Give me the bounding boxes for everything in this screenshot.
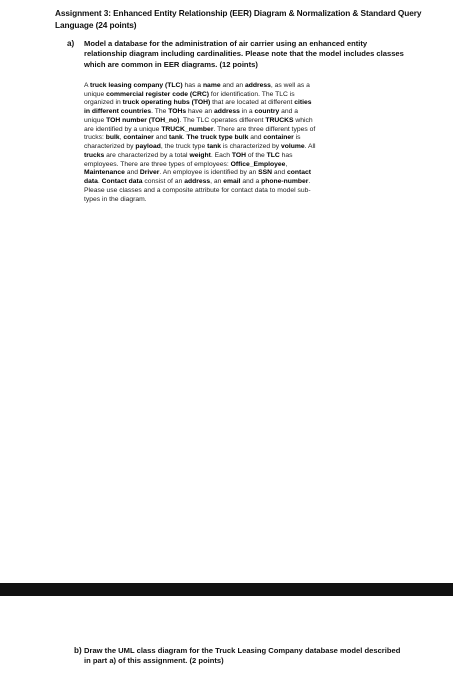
emphasized-term: address bbox=[184, 178, 211, 186]
description-text: has bbox=[279, 151, 293, 159]
emphasized-term: TRUCK_number bbox=[161, 125, 214, 133]
document-page-2 bbox=[0, 596, 453, 700]
emphasized-term: phone-number bbox=[261, 178, 309, 186]
question-a-description bbox=[84, 82, 404, 204]
emphasized-term: Office_Employee bbox=[230, 160, 286, 168]
description-text: characterized by bbox=[84, 143, 136, 151]
description-text: . There are three different types of bbox=[213, 125, 316, 133]
emphasized-term: tank bbox=[207, 143, 221, 151]
description-text: that are located at different bbox=[210, 99, 295, 107]
description-text: , bbox=[285, 160, 288, 168]
description-line bbox=[84, 99, 404, 108]
description-text: types in the diagram. bbox=[84, 195, 147, 203]
emphasized-term: in different countries bbox=[84, 108, 152, 116]
emphasized-term: The truck type bulk bbox=[186, 134, 249, 142]
description-text: . The bbox=[151, 108, 169, 116]
emphasized-term: trucks bbox=[84, 151, 105, 159]
emphasized-term: bulk bbox=[105, 134, 120, 142]
description-line bbox=[84, 91, 404, 100]
description-text: , bbox=[119, 134, 124, 142]
description-line bbox=[84, 152, 404, 161]
description-line bbox=[84, 134, 404, 143]
question-b-marker: b) bbox=[74, 646, 82, 655]
emphasized-term: TOH number (TOH_no) bbox=[106, 116, 180, 124]
description-text: trucks: bbox=[84, 134, 106, 142]
emphasized-term: commercial register code (CRC) bbox=[106, 90, 209, 98]
description-text: and bbox=[272, 169, 288, 177]
emphasized-term: Maintenance bbox=[84, 169, 125, 177]
description-line bbox=[84, 161, 404, 170]
description-text: A bbox=[84, 82, 91, 89]
description-text: , an bbox=[210, 178, 224, 186]
description-text: is characterized by bbox=[220, 143, 281, 151]
description-text: has a bbox=[182, 82, 203, 89]
description-text: . The TLC operates different bbox=[179, 116, 266, 124]
emphasized-term: Driver bbox=[139, 169, 160, 177]
question-b-prompt: Draw the UML class diagram for the Truck Leasing Company database model described in part a) of this assignment. (2 points) bbox=[84, 646, 401, 666]
description-text: . bbox=[97, 178, 102, 186]
emphasized-term: volume bbox=[281, 143, 305, 151]
emphasized-term: data bbox=[84, 178, 98, 186]
description-text: in a bbox=[239, 108, 255, 116]
emphasized-term: weight bbox=[189, 151, 211, 159]
description-line bbox=[84, 169, 404, 178]
description-text: and bbox=[153, 134, 169, 142]
description-line bbox=[84, 178, 404, 187]
description-text: and an bbox=[220, 82, 245, 89]
page-separator bbox=[0, 583, 453, 596]
description-text: organized in bbox=[84, 99, 123, 107]
emphasized-term: contact bbox=[287, 169, 312, 177]
description-line bbox=[84, 126, 404, 135]
emphasized-term: Contact data bbox=[101, 178, 143, 186]
description-line bbox=[84, 117, 404, 126]
description-text: . All bbox=[304, 143, 316, 151]
emphasized-term: container bbox=[123, 134, 154, 142]
description-text: , the truck type bbox=[160, 143, 208, 151]
description-text: . Each bbox=[210, 151, 232, 159]
description-text: is bbox=[293, 134, 301, 142]
emphasized-term: country bbox=[254, 108, 280, 116]
description-text: unique bbox=[84, 90, 107, 98]
description-line bbox=[84, 108, 404, 117]
emphasized-term: SSN bbox=[258, 169, 272, 177]
emphasized-term: container bbox=[263, 134, 294, 142]
description-text: are characterized by a total bbox=[104, 151, 190, 159]
emphasized-term: cities bbox=[294, 99, 312, 107]
assignment-title: Assignment 3: Enhanced Entity Relationship (EER) Diagram & Normalization & Standard Query Language (24 points) bbox=[55, 8, 422, 31]
description-text: which bbox=[293, 116, 313, 124]
emphasized-term: address bbox=[213, 108, 240, 116]
description-text: and bbox=[248, 134, 264, 142]
description-line bbox=[84, 196, 404, 205]
question-a-marker: a) bbox=[67, 39, 75, 48]
description-line bbox=[84, 82, 404, 91]
description-text: consist of an bbox=[142, 178, 185, 186]
emphasized-term: TOHs bbox=[168, 108, 187, 116]
description-text: unique bbox=[84, 116, 107, 124]
description-text: . bbox=[308, 178, 311, 186]
emphasized-term: email bbox=[223, 178, 241, 186]
emphasized-term: address bbox=[244, 82, 271, 89]
description-text: have an bbox=[186, 108, 214, 116]
description-line bbox=[84, 143, 404, 152]
description-text: employees. There are three types of employees: bbox=[84, 160, 231, 168]
emphasized-term: truck leasing company (TLC) bbox=[90, 82, 183, 89]
emphasized-term: tank bbox=[168, 134, 183, 142]
description-line bbox=[84, 187, 404, 196]
description-text: and bbox=[124, 169, 140, 177]
description-text: . bbox=[182, 134, 187, 142]
emphasized-term: truck operating hubs (TOH) bbox=[122, 99, 211, 107]
emphasized-term: name bbox=[202, 82, 221, 89]
description-text: for identification. The TLC is bbox=[208, 90, 295, 98]
description-text: are identified by a unique bbox=[84, 125, 162, 133]
description-text: and a bbox=[240, 178, 262, 186]
description-text: of the bbox=[245, 151, 267, 159]
emphasized-term: TOH bbox=[231, 151, 246, 159]
emphasized-term: payload bbox=[135, 143, 161, 151]
description-text: . An employee is identified by an bbox=[159, 169, 259, 177]
emphasized-term: TRUCKS bbox=[265, 116, 294, 124]
description-text: , as well as a bbox=[270, 82, 310, 89]
question-a-prompt: Model a database for the administration of air carrier using an enhanced entity relationship diagram including cardinalities. Please note that the model includes classes which are common in EER diagrams. (12 points) bbox=[84, 39, 404, 69]
description-text: Please use classes and a composite attribute for contact data to model sub- bbox=[84, 186, 311, 194]
description-text: and a bbox=[279, 108, 299, 116]
emphasized-term: TLC bbox=[266, 151, 280, 159]
